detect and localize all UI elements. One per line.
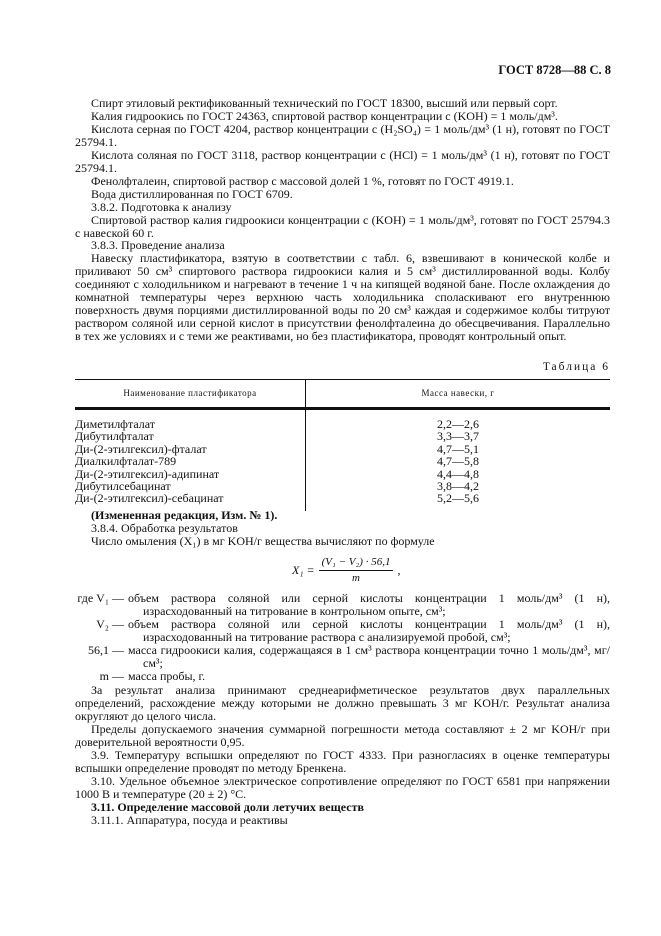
table-cell-name: Ди-(2-этилгексил)-фталат [75, 443, 306, 455]
table-cell-mass: 4,7—5,8 [437, 454, 479, 469]
definition-key: где V₁ — [77, 591, 124, 605]
paragraph: За результат анализа принимают среднеарифметическое результатов двух параллельных определений, расхождение между которыми не должно превышать 3 мг KOH/г. Результат анализа округляют до целого числа. [75, 683, 610, 723]
subsection-heading: 3.11.1. Аппаратура, посуда и реактивы [91, 812, 288, 827]
paragraph: Спиртовой раствор калия гидроокиси концентрации c (KOH) = 1 моль/дм³, готовят по ГОСТ 25794.3 с навеской 60 г. [75, 212, 610, 240]
table-cell-mass: 2,2—2,6 [437, 417, 479, 431]
section-heading: 3.11. Определение массовой доли летучих веществ [91, 799, 364, 814]
subsection-heading: 3.8.3. Проведение анализа [91, 238, 225, 253]
formula-numerator: (V₁ − V₂) · 56,1 [319, 556, 394, 571]
table-row [75, 430, 610, 442]
table-6 [75, 379, 610, 511]
results-section [75, 684, 610, 826]
paragraph: Фенолфталеин, спиртовой раствор с массовой долей 1 %, готовят по ГОСТ 4919.1. [91, 173, 514, 188]
table-cell-mass: 4,4—4,8 [437, 466, 479, 481]
definition-text: объем раствора соляной или серной кислоты концентрации 1 моль/дм³ (1 н), израсходованный на титрование раствора с анализируемой пробой, см³; [128, 616, 610, 644]
paragraph: Число омыления (X₁) в мг KOH/г вещества вычисляют по формуле [91, 533, 435, 548]
formula-fraction [319, 556, 394, 585]
table-cell-mass: 3,8—4,2 [437, 479, 479, 494]
amendment-note: (Измененная редакция, Изм. № 1). [91, 508, 278, 522]
definition-item [60, 670, 610, 683]
table-cell-name: Дибутилсебацинат [75, 480, 306, 492]
formula-denominator: m [352, 571, 360, 584]
table-cell-name: Диметилфталат [75, 409, 306, 431]
table-row [75, 409, 610, 431]
formula-lhs: X₁ = [292, 562, 315, 577]
definition-key: 56,1 — [88, 642, 124, 657]
paragraph: Вода дистиллированная по ГОСТ 6709. [91, 186, 293, 201]
paragraph: Калия гидроокись по ГОСТ 24363, спиртовой раствор концентрации c (KOH) = 1 моль/дм³. [91, 108, 558, 123]
processing-section [75, 509, 610, 548]
table-cell-mass: 5,2—5,6 [437, 491, 479, 506]
definition-item [60, 592, 610, 618]
paragraph: 3.9. Температуру вспышки определяют по ГОСТ 4333. При разногласиях в оценке температуры вспышки определение проводят по методу Бренкена. [75, 747, 610, 775]
definition-item [60, 644, 610, 670]
table-row [75, 455, 610, 467]
page-header: ГОСТ 8728—88 С. 8 [498, 63, 611, 77]
paragraph: Кислота серная по ГОСТ 4204, раствор концентрации c (H₂SO₄) = 1 моль/дм³ (1 н), готовят по ГОСТ 25794.1. [75, 121, 610, 149]
paragraph: Пределы допускаемого значения суммарной погрешности метода составляют ± 2 мг KOH/г при доверительной вероятности 0,95. [75, 721, 610, 749]
column-header: Наименование пластификатора [75, 380, 306, 409]
table-cell-mass: 4,7—5,1 [437, 441, 479, 456]
table-cell-name: Дибутилфталат [75, 430, 306, 442]
table-caption: Таблица 6 [542, 361, 610, 373]
formula-tail: , [397, 562, 401, 577]
paragraph: Кислота соляная по ГОСТ 3118, раствор концентрации c (HCl) = 1 моль/дм³ (1 н), готовят по ГОСТ 25794.1. [75, 147, 610, 175]
definition-text: масса гидроокиси калия, содержащаяся в 1 см³ раствора концентрации точно 1 моль/дм³, мг/см³; [128, 642, 610, 670]
table-cell-mass: 3,3—3,7 [437, 429, 479, 444]
table-cell-name: Диалкилфталат-789 [75, 455, 306, 467]
column-header: Масса навески, г [306, 380, 611, 409]
table-cell-name: Ди-(2-этилгексил)-адипинат [75, 468, 306, 480]
definition-text: объем раствора соляной или серной кислоты концентрации 1 моль/дм³ (1 н), израсходованный на титрование в контрольном опыте, см³; [128, 591, 610, 618]
definition-item [60, 618, 610, 644]
definition-key: V₂ — [96, 616, 124, 631]
paragraph: 3.10. Удельное объемное электрическое сопротивление определяют по ГОСТ 6581 при напряжении 1000 В и температуре (20 ± 2) °С. [75, 773, 610, 801]
definition-text: масса пробы, г. [128, 668, 206, 683]
subsection-heading: 3.8.4. Обработка результатов [91, 520, 238, 535]
variable-definitions [60, 592, 610, 683]
paragraph: Спирт этиловый ректификованный технический по ГОСТ 18300, высший или первый сорт. [91, 96, 558, 110]
reagents-section [75, 97, 610, 343]
subsection-heading: 3.8.2. Подготовка к анализу [91, 199, 232, 214]
formula [292, 556, 400, 585]
table-cell-name: Ди-(2-этилгексил)-себацинат [75, 492, 306, 510]
definition-key: m — [99, 668, 124, 683]
paragraph: Навеску пластификатора, взятую в соответствии с табл. 6, взвешивают в конической колбе и приливают 50 см³ спиртового раствора гидроокиси калия и 5 см³ дистиллированной воды. Колбу соединяют с холодильником и нагревают в течение 1 ч на кипящей водяной бане. После охлаждения до комнатной температуры через верхнюю часть холодильника споласкивают его внутреннюю поверхность двумя порциями дистиллированной воды по 20 см³ каждая и содержимое колбы титруют раствором соляной или серной кислот в присутствии фенолфталеина до обесцвечивания. Параллельно в тех же условиях и с теми же реактивами, но без пластификатора, проводят контрольный опыт. [75, 251, 610, 344]
